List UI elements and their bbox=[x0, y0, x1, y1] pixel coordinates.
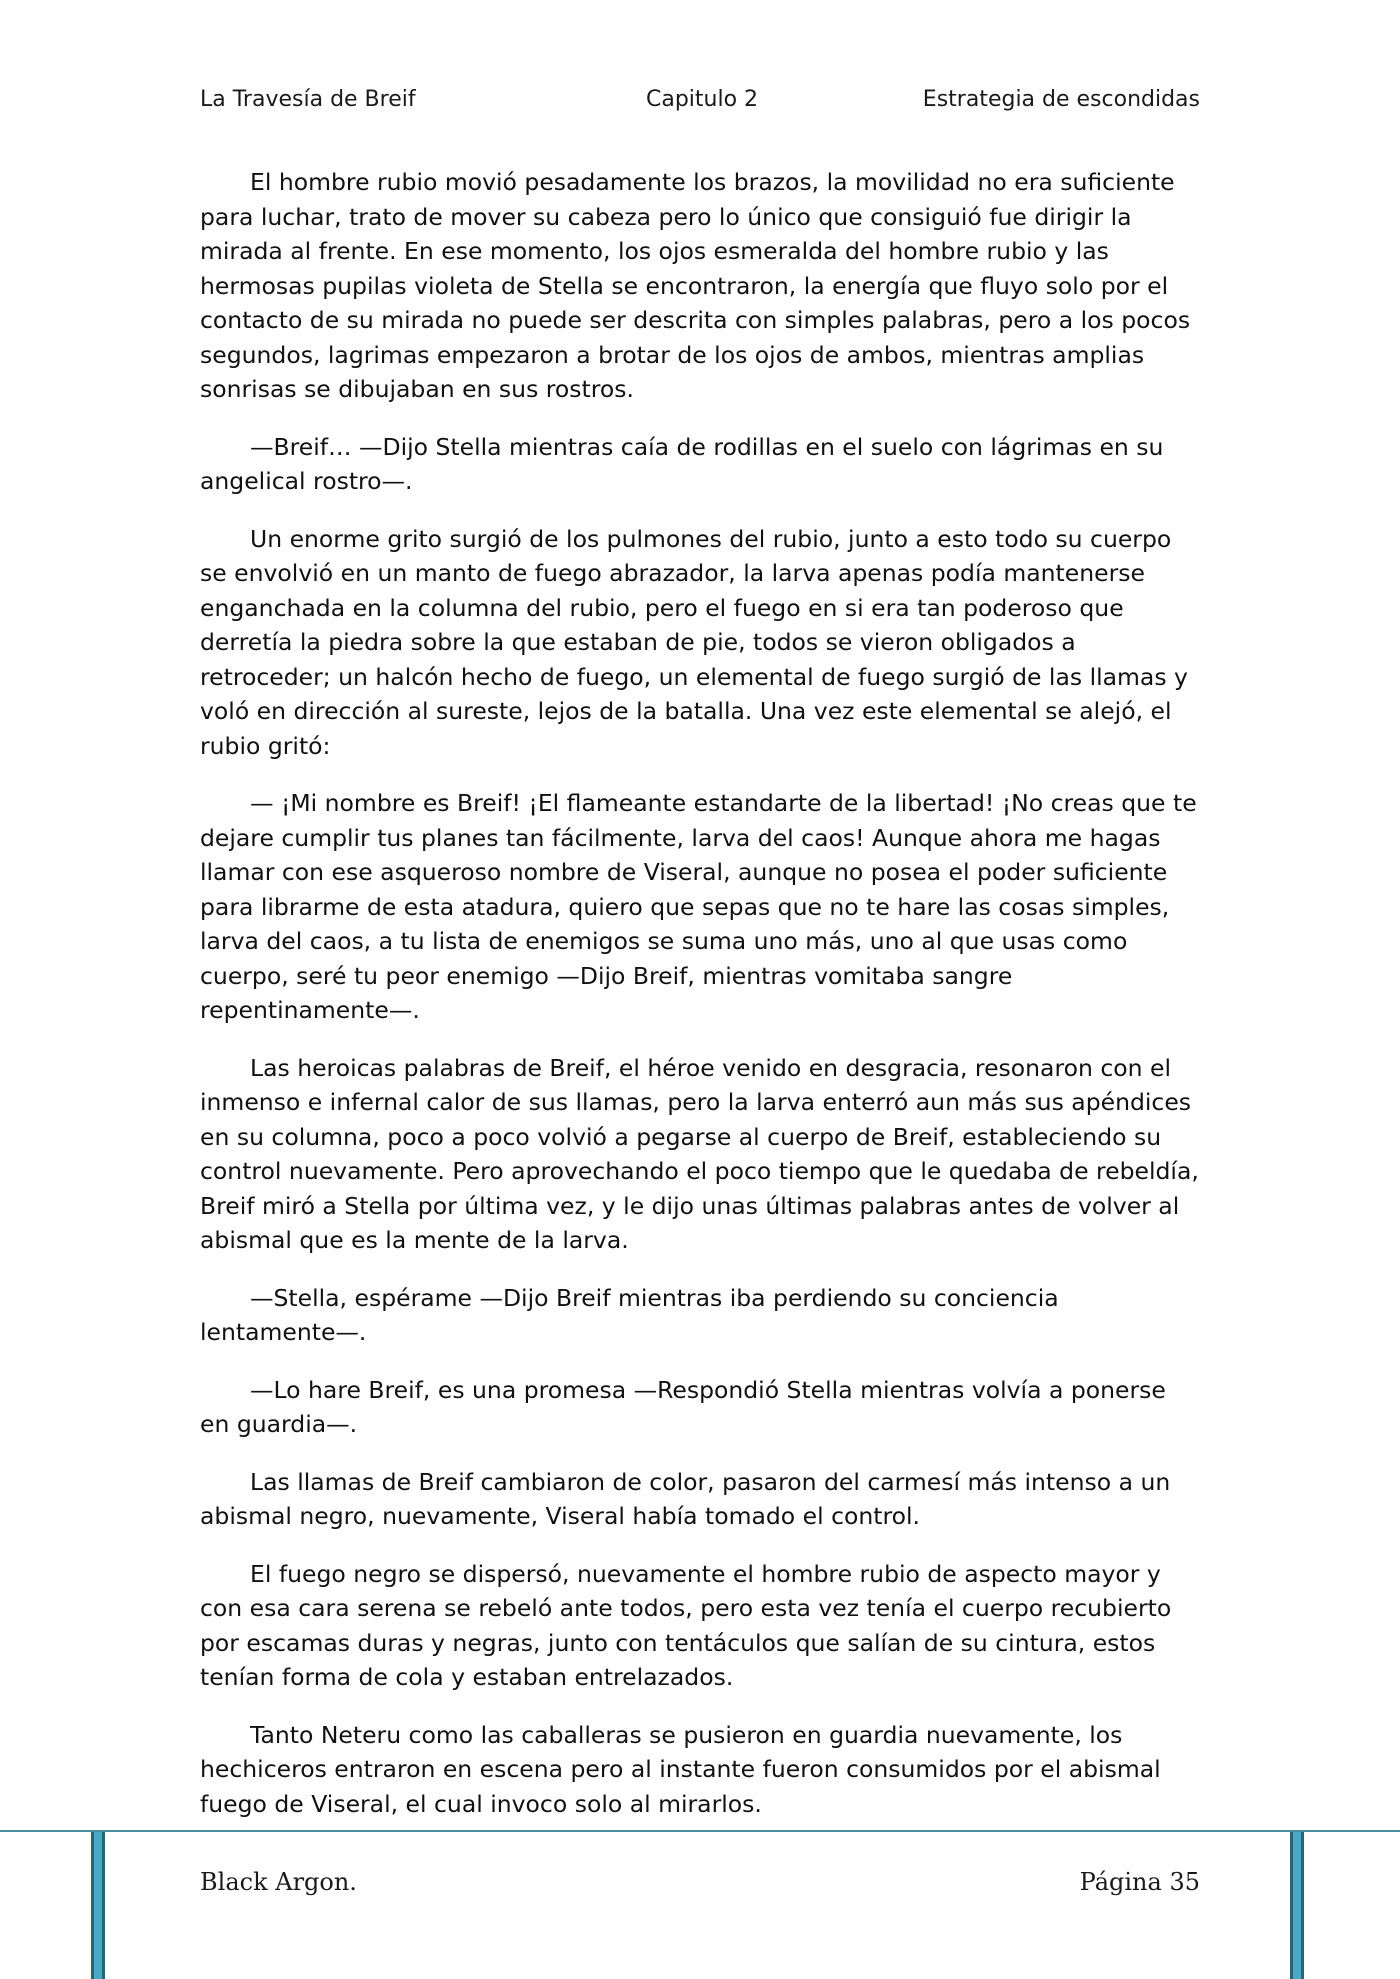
paragraph: —Stella, espérame —Dijo Breif mientras iba perdiendo su conciencia lentamente—. bbox=[200, 1283, 1059, 1346]
paragraph: El fuego negro se dispersó, nuevamente el hombre rubio de aspecto mayor y con esa cara serena se rebeló ante todos, pero esta vez tenía el cuerpo recubierto por escamas duras y negras, junto con tentáculos que salían de su cintura, estos tenían forma de cola y estaban entrelazados. bbox=[200, 1559, 1172, 1691]
paragraph: El hombre rubio movió pesadamente los brazos, la movilidad no era suficiente para luchar, trato de mover su cabeza pero lo único que consiguió fue dirigir la mirada al frente. En ese momento, los ojos esmeralda del hombre rubio y las hermosas pupilas violeta de Stella se encontraron, la energía que fluyo solo por el contacto de su mirada no puede ser descrita con simples palabras, pero a los pocos segundos, lagrimas empezaron a brotar de los ojos de ambos, mientras amplias sonrisas se dibujaban en sus rostros. bbox=[200, 168, 1191, 403]
footer-right-bar bbox=[1290, 1832, 1304, 1979]
footer-divider bbox=[0, 1830, 1400, 1832]
paragraph: —Lo hare Breif, es una promesa —Respondió Stella mientras volvía a ponerse en guardia—. bbox=[200, 1375, 1166, 1438]
paragraph: —Breif… —Dijo Stella mientras caía de rodillas en el suelo con lágrimas en su angelical rostro—. bbox=[200, 432, 1164, 495]
footer-page-number: Página 35 bbox=[1079, 1868, 1200, 1896]
page-header bbox=[200, 80, 1200, 120]
page-body bbox=[200, 165, 1200, 1844]
header-section-title: Estrategia de escondidas bbox=[922, 87, 1200, 112]
paragraph: Tanto Neteru como las caballeras se pusieron en guardia nuevamente, los hechiceros entraron en escena pero al instante fueron consumidos por el abismal fuego de Viseral, el cual invoco solo al mirarlos. bbox=[200, 1720, 1161, 1818]
footer-left-bar bbox=[91, 1832, 105, 1979]
paragraph: — ¡Mi nombre es Breif! ¡El flameante estandarte de la libertad! ¡No creas que te dejare cumplir tus planes tan fácilmente, larva del caos! Aunque ahora me hagas llamar con ese asqueroso nombre de Viseral, aunque no posea el poder suficiente para librarme de esta atadura, quiero que sepas que no te hare las cosas simples, larva del caos, a tu lista de enemigos se suma uno más, uno al que usas como cuerpo, seré tu peor enemigo —Dijo Breif, mientras vomitaba sangre repentinamente—. bbox=[200, 789, 1197, 1024]
header-chapter: Capitulo 2 bbox=[646, 87, 759, 112]
header-book-title: La Travesía de Breif bbox=[200, 87, 416, 112]
footer-author: Black Argon. bbox=[200, 1868, 357, 1896]
paragraph: Las llamas de Breif cambiaron de color, pasaron del carmesí más intenso a un abismal negro, nuevamente, Viseral había tomado el control. bbox=[200, 1467, 1171, 1530]
paragraph: Un enorme grito surgió de los pulmones del rubio, junto a esto todo su cuerpo se envolvió en un manto de fuego abrazador, la larva apenas podía mantenerse enganchada en la columna del rubio, pero el fuego en si era tan poderoso que derretía la piedra sobre la que estaban de pie, todos se vieron obligados a retroceder; un halcón hecho de fuego, un elemental de fuego surgió de las llamas y voló en dirección al sureste, lejos de la batalla. Una vez este elemental se alejó, el rubio gritó: bbox=[200, 524, 1188, 760]
paragraph: Las heroicas palabras de Breif, el héroe venido en desgracia, resonaron con el inmenso e infernal calor de sus llamas, pero la larva enterró aun más sus apéndices en su columna, poco a poco volvió a pegarse al cuerpo de Breif, estableciendo su control nuevamente. Pero aprovechando el poco tiempo que le quedaba de rebeldía, Breif miró a Stella por última vez, y le dijo unas últimas palabras antes de volver al abismal que es la mente de la larva. bbox=[200, 1053, 1199, 1254]
